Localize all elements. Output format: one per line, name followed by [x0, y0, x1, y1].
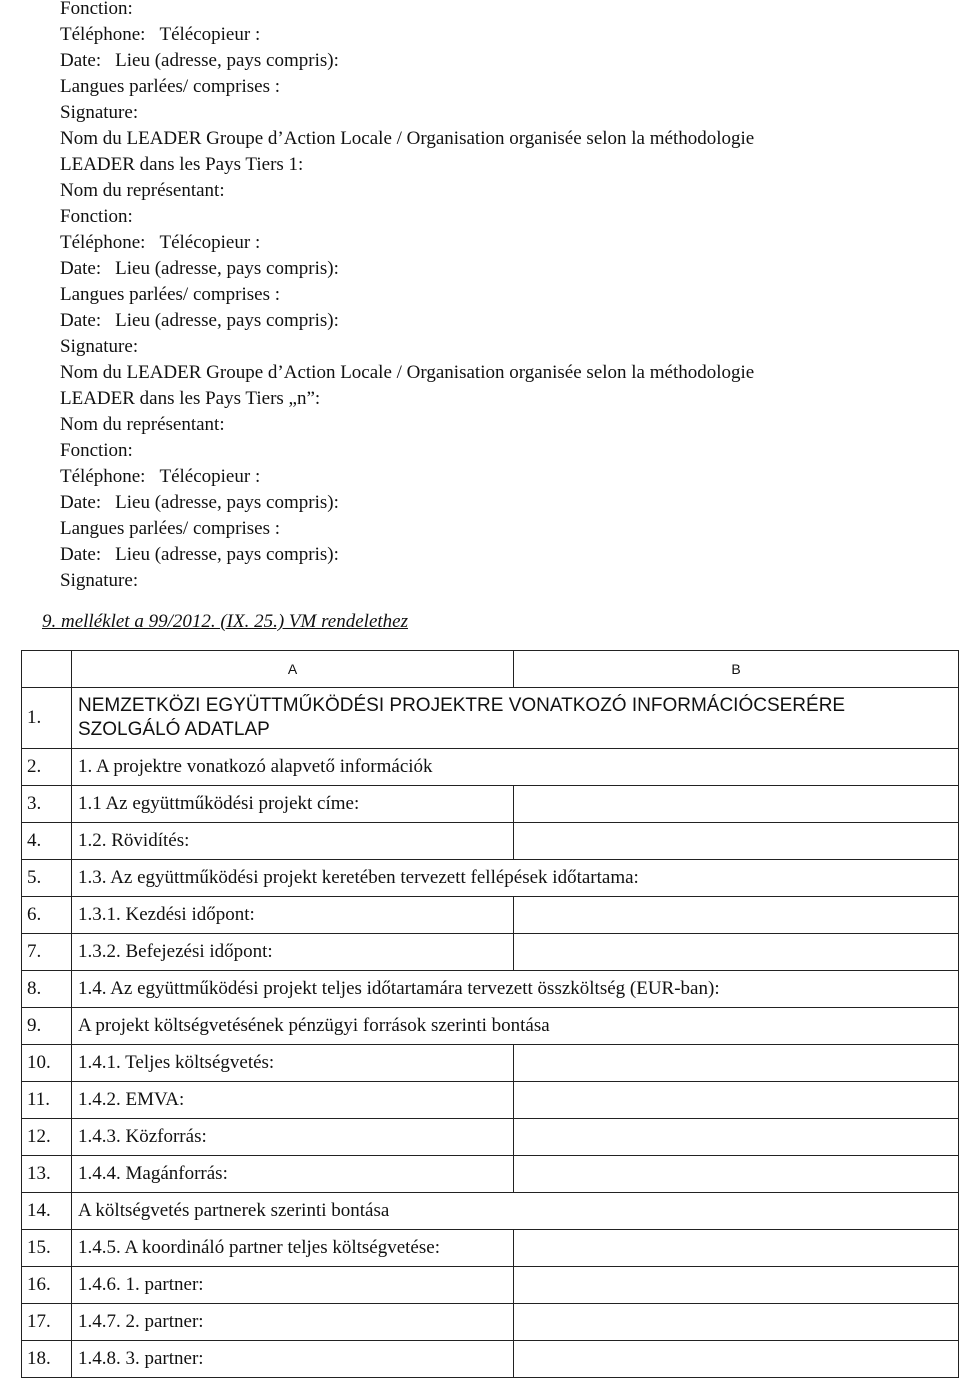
form-line-part: Lieu (adresse, pays compris):: [115, 50, 339, 71]
row-number: 2.: [22, 749, 72, 786]
table-row: [22, 860, 959, 897]
row-label: 1.3. Az együttműködési projekt keretében tervezett fellépések időtartama:: [72, 860, 959, 897]
form-line: Nom du LEADER Groupe d’Action Locale / Organisation organisée selon la méthodologie: [60, 128, 755, 149]
row-value-cell[interactable]: [514, 1082, 959, 1119]
row-number: 16.: [22, 1267, 72, 1304]
row-label: 1.1 Az együttműködési projekt címe:: [72, 786, 514, 823]
row-value-cell[interactable]: [514, 1304, 959, 1341]
table-row: [22, 1045, 959, 1082]
form-line-part: Lieu (adresse, pays compris):: [115, 258, 339, 279]
row-value-cell[interactable]: [514, 934, 959, 971]
row-number: 10.: [22, 1045, 72, 1082]
row-number: 14.: [22, 1193, 72, 1230]
table-row: [22, 897, 959, 934]
form-line: [60, 256, 940, 282]
row-label: 1.4.3. Közforrás:: [72, 1119, 514, 1156]
form-line: Langues parlées/ comprises :: [60, 284, 281, 305]
row-number: 11.: [22, 1082, 72, 1119]
form-line: [60, 230, 940, 256]
row-label: 1.4.6. 1. partner:: [72, 1267, 514, 1304]
form-line-part: Téléphone:: [60, 232, 146, 253]
row-value-cell[interactable]: [514, 1119, 959, 1156]
form-line: Nom du représentant:: [60, 180, 225, 201]
table-title-row: [22, 688, 959, 749]
row-number: 12.: [22, 1119, 72, 1156]
row-label: A költségvetés partnerek szerinti bontása: [72, 1193, 959, 1230]
row-label: 1.4.2. EMVA:: [72, 1082, 514, 1119]
table-row: [22, 934, 959, 971]
form-line: Signature:: [60, 336, 139, 357]
form-line: Signature:: [60, 570, 139, 591]
row-value-cell[interactable]: [514, 786, 959, 823]
row-label: 1.4.7. 2. partner:: [72, 1304, 514, 1341]
table-row: [22, 1156, 959, 1193]
form-line-part: Lieu (adresse, pays compris):: [115, 492, 339, 513]
row-number: 18.: [22, 1341, 72, 1378]
table-row: [22, 971, 959, 1008]
form-line: [60, 48, 940, 74]
form-line: [60, 22, 940, 48]
row-label: A projekt költségvetésének pénzügyi források szerinti bontása: [72, 1008, 959, 1045]
form-line: LEADER dans les Pays Tiers 1:: [60, 154, 304, 175]
row-number: 3.: [22, 786, 72, 823]
table-row: [22, 1193, 959, 1230]
header-empty-cell: [22, 651, 72, 688]
row-number: 9.: [22, 1008, 72, 1045]
table-row: [22, 823, 959, 860]
form-line-part: Date:: [60, 492, 102, 513]
form-lines: [60, 0, 940, 594]
form-line: Langues parlées/ comprises :: [60, 518, 281, 539]
row-label: 1.3.2. Befejezési időpont:: [72, 934, 514, 971]
table-row: [22, 786, 959, 823]
row-label: 1. A projektre vonatkozó alapvető információk: [72, 749, 959, 786]
row-value-cell[interactable]: [514, 823, 959, 860]
form-line: LEADER dans les Pays Tiers „n”:: [60, 388, 321, 409]
form-line-part: Télécopieur :: [159, 466, 261, 487]
row-number: 15.: [22, 1230, 72, 1267]
row-value-cell[interactable]: [514, 1267, 959, 1304]
form-line-part: Date:: [60, 50, 102, 71]
row-number: 8.: [22, 971, 72, 1008]
column-b-header: B: [514, 651, 959, 688]
form-line: Fonction:: [60, 206, 133, 227]
table-row: [22, 749, 959, 786]
form-line: [60, 308, 940, 334]
form-line: Nom du LEADER Groupe d’Action Locale / Organisation organisée selon la méthodologie: [60, 362, 755, 383]
row-label: 1.4.4. Magánforrás:: [72, 1156, 514, 1193]
row-number: 7.: [22, 934, 72, 971]
row-value-cell[interactable]: [514, 1045, 959, 1082]
row-value-cell[interactable]: [514, 1230, 959, 1267]
table-header-row: [22, 651, 959, 688]
row-label: 1.4. Az együttműködési projekt teljes időtartamára tervezett összköltség (EUR-ban):: [72, 971, 959, 1008]
column-a-header: A: [72, 651, 514, 688]
table-title: NEMZETKÖZI EGYÜTTMŰKÖDÉSI PROJEKTRE VONATKOZÓ INFORMÁCIÓCSERÉRE SZOLGÁLÓ ADATLAP: [72, 688, 959, 749]
row-number: 1.: [22, 688, 72, 749]
form-line: Fonction:: [60, 440, 133, 461]
table-row: [22, 1267, 959, 1304]
form-line: [60, 542, 940, 568]
row-label: 1.4.1. Teljes költségvetés:: [72, 1045, 514, 1082]
row-number: 5.: [22, 860, 72, 897]
info-table: [21, 650, 959, 1378]
row-number: 13.: [22, 1156, 72, 1193]
form-line: [60, 490, 940, 516]
row-value-cell[interactable]: [514, 1341, 959, 1378]
table-row: [22, 1008, 959, 1045]
form-line: Signature:: [60, 102, 139, 123]
form-line-part: Date:: [60, 310, 102, 331]
row-label: 1.4.5. A koordináló partner teljes költségvetése:: [72, 1230, 514, 1267]
row-value-cell[interactable]: [514, 897, 959, 934]
row-number: 4.: [22, 823, 72, 860]
form-line-part: Télécopieur :: [159, 232, 261, 253]
form-line-part: Date:: [60, 258, 102, 279]
form-line-part: Téléphone:: [60, 466, 146, 487]
table-row: [22, 1230, 959, 1267]
row-value-cell[interactable]: [514, 1156, 959, 1193]
row-number: 6.: [22, 897, 72, 934]
table-row: [22, 1304, 959, 1341]
table-row: [22, 1082, 959, 1119]
form-line-part: Télécopieur :: [159, 24, 261, 45]
row-label: 1.4.8. 3. partner:: [72, 1341, 514, 1378]
row-label: 1.2. Rövidítés:: [72, 823, 514, 860]
form-line-part: Date:: [60, 544, 102, 565]
row-label: 1.3.1. Kezdési időpont:: [72, 897, 514, 934]
table-row: [22, 1119, 959, 1156]
form-line: Nom du représentant:: [60, 414, 225, 435]
form-line-part: Téléphone:: [60, 24, 146, 45]
table-row: [22, 1341, 959, 1378]
form-line: Fonction:: [60, 0, 133, 19]
form-line-part: Lieu (adresse, pays compris):: [115, 310, 339, 331]
form-line: Langues parlées/ comprises :: [60, 76, 281, 97]
annex-heading: 9. melléklet a 99/2012. (IX. 25.) VM rendelethez: [42, 611, 408, 632]
form-line: [60, 464, 940, 490]
row-number: 17.: [22, 1304, 72, 1341]
form-line-part: Lieu (adresse, pays compris):: [115, 544, 339, 565]
